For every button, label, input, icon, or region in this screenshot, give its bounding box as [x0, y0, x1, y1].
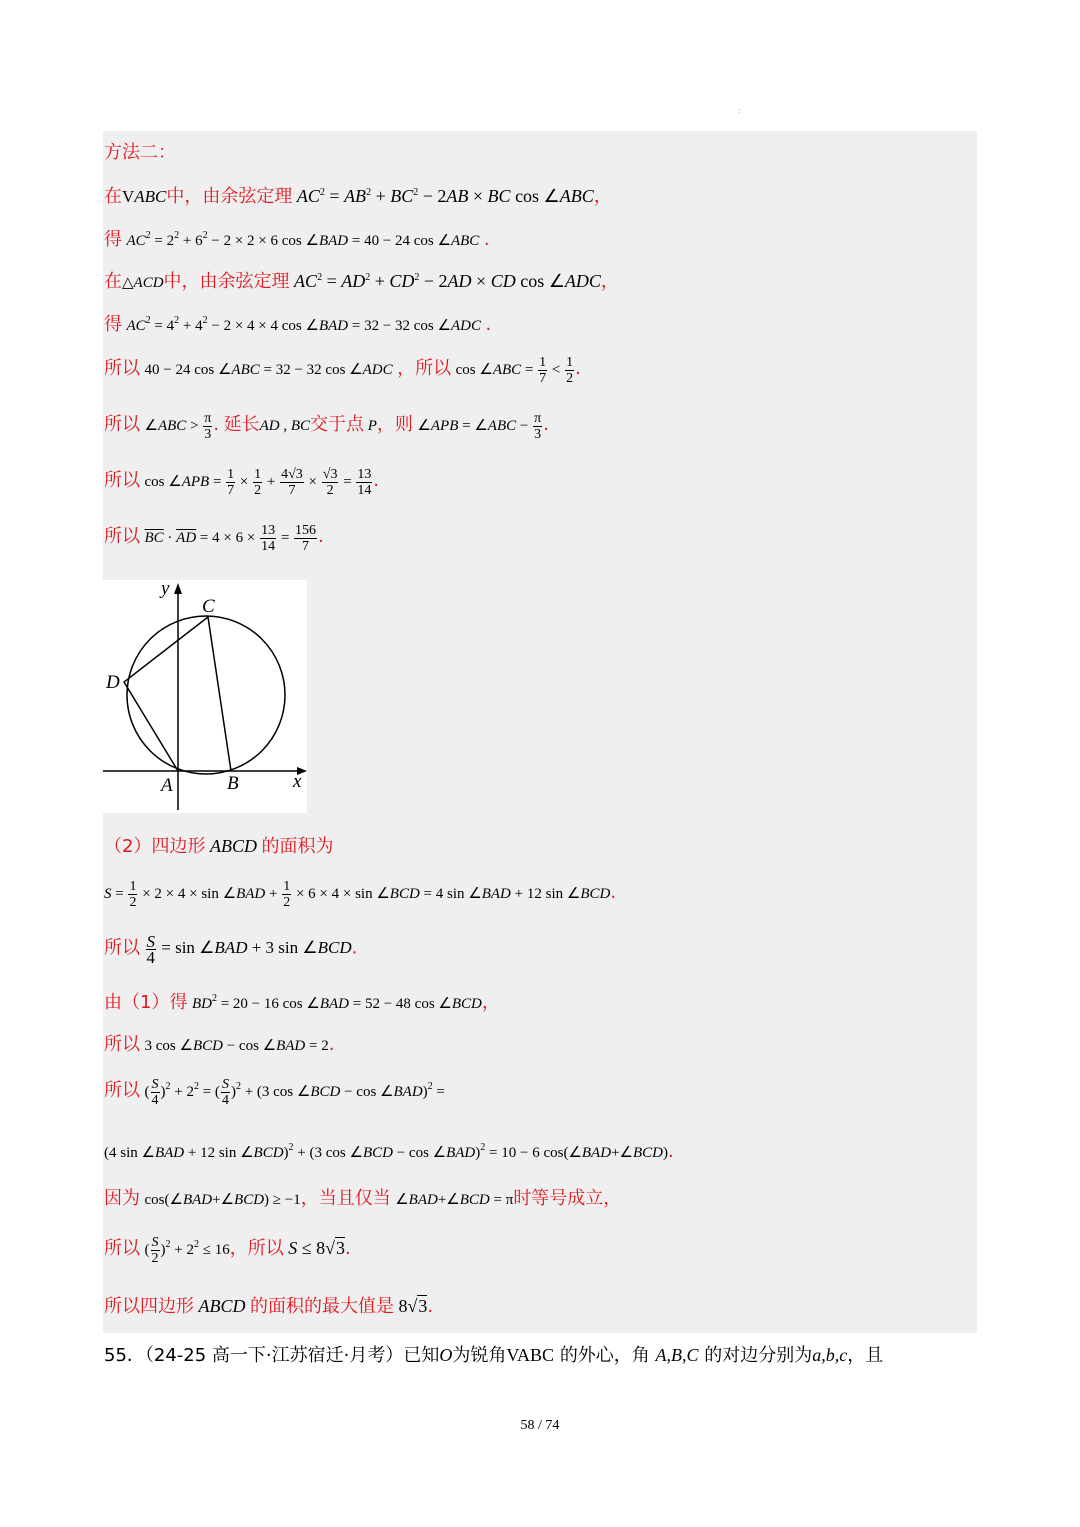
cos-relation-line: 所以 3 cos ∠BCD − cos ∠BAD = 2.	[104, 1034, 335, 1055]
method-title: 方法二：	[104, 142, 176, 163]
bd-squared-line: 由（1）得 $BD^2 = 20 - 16$ cos ∠BAD = 52 − 48 cos ∠BCD，	[104, 992, 500, 1013]
label-y: y	[161, 580, 170, 599]
figure-svg	[103, 580, 307, 813]
angle-apb-line: 所以 ∠ABC > $\frac{\pi}{3}$ . 延长AD , BC交于点 P，则 ∠APB = ∠ABC − $\frac{\pi}{3}$ .	[104, 411, 549, 442]
label-B: B	[227, 773, 239, 794]
law-of-cosines-abc: 在VABC中，由余弦定理 $AC^2 = AB^2 + BC^2 - 2AB$ × BC cos ∠ABC，	[104, 186, 612, 207]
inequality-line: 所以 ( $\frac{S}{2}$ )$^2 + 2^2 \le 16$，所以 S ≤ 8√3.	[104, 1235, 351, 1266]
result-ac-abc: 得 $AC^2 = 2^2 + 6^2 - 2 \times 2 \times 6$ cos ∠BAD = 40 − 24 cos ∠ABC .	[104, 229, 490, 250]
max-area-line: 所以四边形 ABCD 的面积的最大值是 8√3.	[104, 1296, 434, 1317]
label-x: x	[293, 771, 302, 792]
result-ac-adc: 得 $AC^2 = 4^2 + 4^2 - 2 \times 4 \times 4$ cos ∠BAD = 32 − 32 cos ∠ADC .	[104, 314, 492, 335]
area-formula: S = $\frac{1}{2}$ × 2 × 4 × sin ∠BAD + $\frac{1}{2}$ × 6 × 4 × sin ∠BCD = 4 sin ∠BAD + 12 sin ∠BCD.	[104, 879, 617, 910]
law-of-cosines-acd: 在△ACD中，由余弦定理 $AC^2 = AD^2 + CD^2 - 2AD$ × CD cos ∠ADC，	[104, 271, 619, 292]
squared-sum-line: 所以 ( $\frac{S}{4}$ )$^2 + 2^2$ = ( $\frac{S}{4}$ )$^2$ + (3 cos ∠BCD − cos ∠BAD)$^2$ =	[104, 1077, 445, 1108]
expansion-line: (4 sin ∠BAD + 12 sin ∠BCD)$^2$ + (3 cos ∠BCD − cos ∠BAD)$^2$ = 10 − 6 cos(∠BAD+∠BCD).	[104, 1141, 674, 1162]
label-D: D	[106, 672, 120, 693]
dot-product-line: 所以 $\overline{BC} \cdot \overline{AD} = 4 \times 6$ × $\frac{13}{14}$ = $\frac{156}{7}$ .	[104, 523, 324, 554]
question-55: 55．（24-25 高一下·江苏宿迁·月考）已知O为锐角VABC 的外心，角 A,B,C 的对边分别为a,b,c，且	[104, 1345, 884, 1366]
equality-condition-line: 因为 cos(∠BAD+∠BCD) ≥ −1，当且仅当 ∠BAD+∠BCD = π时等号成立，	[104, 1188, 622, 1209]
header-mark: :	[738, 106, 741, 115]
y-axis-arrow	[174, 583, 182, 594]
part2-heading: （2）四边形 ABCD 的面积为	[104, 836, 334, 857]
circle-quadrilateral-figure	[103, 580, 307, 813]
cos-abc-result: 所以 40 − 24 cos ∠ABC = 32 − 32 cos ∠ADC ，所以 cos ∠ABC = $\frac{1}{7}$ < $\frac{1}{2}$ .	[104, 355, 581, 386]
label-C: C	[202, 596, 215, 617]
circumcircle	[127, 616, 285, 774]
cos-apb-line: 所以 cos ∠APB = $\frac{1}{7}$ × $\frac{1}{2}$ + $\frac{4√3}{7}$ × $\frac{√3}{2}$ = $\frac{13}{14}$ .	[104, 467, 380, 498]
label-A: A	[161, 775, 173, 796]
page-number: 58 / 74	[520, 1418, 560, 1433]
s-over-4-line: 所以 $\frac{S}{4}$ = sin ∠BAD + 3 sin ∠BCD.	[104, 932, 358, 967]
